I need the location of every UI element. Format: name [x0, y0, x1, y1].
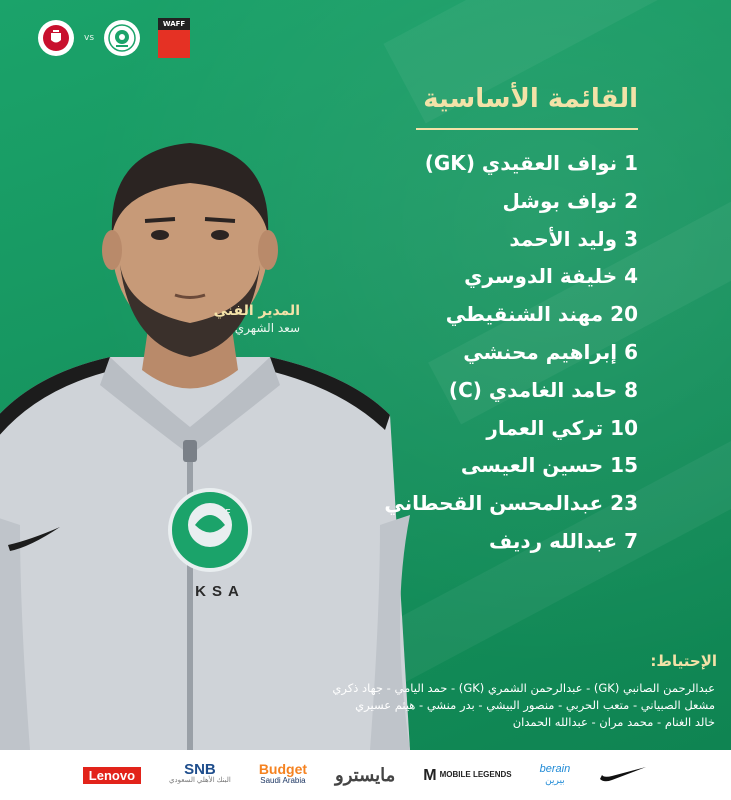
saudi-fa-logo-icon [104, 20, 140, 56]
lineup-player: 4 خليفة الدوسري [464, 264, 638, 289]
lineup-player: 1 نواف العقيدي (GK) [424, 151, 638, 175]
berain-ar-label: بيرين [545, 775, 565, 785]
jacket-ksa-text: KSA [195, 583, 245, 600]
lineup-player: 23 عبدالمحسن القحطاني [384, 491, 638, 516]
lenovo-logo: Lenovo [83, 767, 141, 784]
coach-name: سعد الشهري [234, 321, 300, 335]
lineup-player: 8 حامد الغامدي (C) [448, 377, 638, 402]
snb-label: SNB [184, 761, 216, 778]
lineup-player: 7 عبدالله رديف [489, 528, 638, 553]
mobile-legends-label: MOBILE LEGENDS [439, 770, 512, 779]
coach-label [190, 303, 300, 335]
lineup-list [318, 146, 638, 562]
bahrain-fa-logo-icon [38, 20, 74, 56]
coach-title: المدير الفني [213, 303, 300, 319]
lineup-player: 2 نواف بوشل [502, 188, 638, 213]
berain-label: berain [539, 763, 571, 775]
berain-logo [540, 764, 571, 786]
heading-underline [416, 128, 638, 130]
snb-logo [169, 761, 231, 786]
budget-logo [258, 761, 308, 786]
subs-list [235, 680, 715, 731]
lineup-player: 3 وليد الأحمد [509, 226, 638, 251]
vs-label: vs [84, 33, 95, 43]
mobile-legends-logo [423, 766, 512, 784]
subs-heading: الإحتياط: [650, 652, 717, 670]
maistro-logo: مايسترو [335, 764, 396, 785]
nike-logo-icon [598, 765, 648, 785]
lineup-player: 6 إبراهيم محنشي [463, 339, 638, 364]
subs-line: عبدالرحمن الصانبي (GK) - عبدالرحمن الشمري (GK) - حمد اليامي - جهاد ذكري [332, 681, 715, 695]
budget-label: Budget [258, 761, 308, 777]
snb-sub: البنك الأهلي السعودي [169, 777, 231, 784]
mobile-legends-icon: M [423, 766, 437, 784]
sponsor-bar [0, 750, 731, 800]
match-logos [38, 18, 190, 58]
subs-line: خالد الغنام - محمد مران - عبدالله الحمدان [512, 715, 715, 729]
waff-logo-icon [158, 18, 190, 58]
lineup-player: 10 تركي العمار [486, 415, 638, 440]
lineup-heading: القائمة الأساسية [423, 84, 638, 114]
lineup-player: 20 مهند الشنقيطي [445, 302, 638, 327]
budget-sub: Saudi Arabia [260, 776, 306, 785]
waff-label: WAFF [158, 18, 190, 30]
jacket-badge-text: SAFF [209, 508, 231, 517]
subs-line: مشعل الصبياني - متعب الحربي - منصور البيشي - بدر منشي - هيثم عسيري [355, 698, 715, 712]
lineup-player: 15 حسين العيسى [460, 453, 638, 478]
